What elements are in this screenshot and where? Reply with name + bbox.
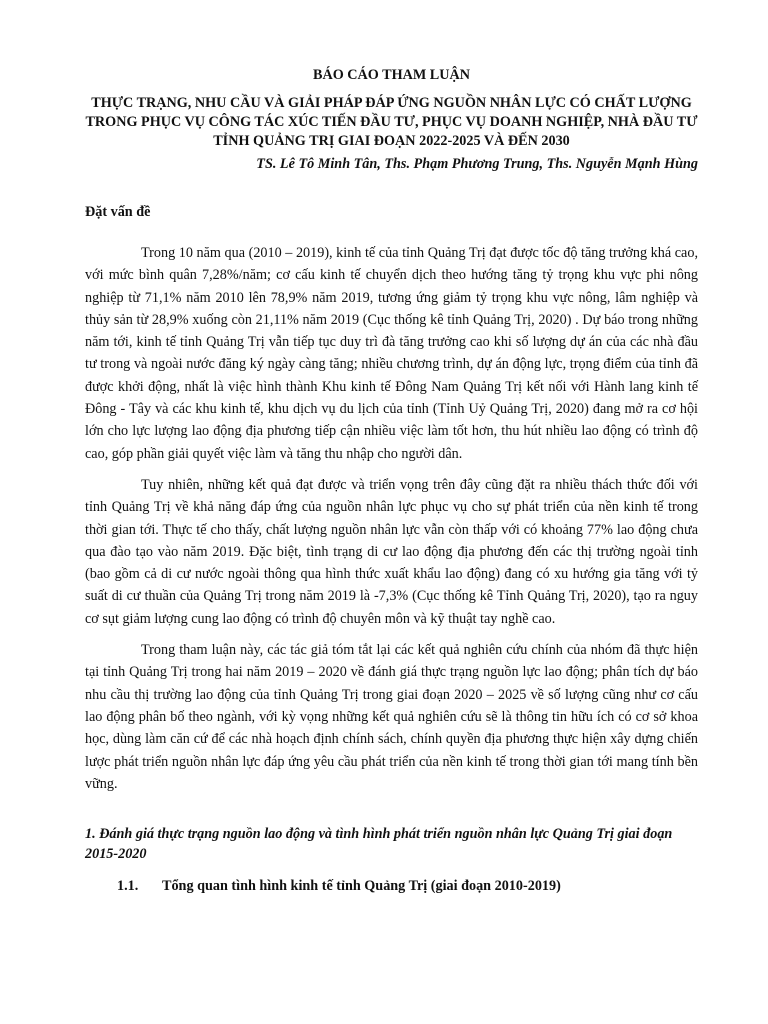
section-1-heading: 1. Đánh giá thực trạng nguồn lao động và tình hình phát triển nguồn nhân lực Quảng Trị giai đoạn 2015-2020 — [85, 826, 673, 863]
intro-heading: Đặt vấn đề — [85, 204, 151, 220]
paragraph-1: Trong 10 năm qua (2010 – 2019), kinh tế của tỉnh Quảng Trị đạt được tốc độ tăng trưởng khá cao, với mức bình quân 7,28%/năm; cơ cấu kinh tế chuyển dịch theo hướng tăng tỷ trọng khu vực phi nông nghiệp từ 71,1% năm 2010 lên 78,9% năm 2019, tương ứng giảm tỷ trọng khu vực nông, lâm nghiệp và thủy sản từ 28,9% xuống còn 21,11% năm 2019 (Cục thống kê tỉnh Quảng Trị, 2020) . Dự báo trong những năm tới, kinh tế tỉnh Quảng Trị vẫn tiếp tục duy trì đà tăng trưởng cao khi số lượng dự án của các nhà đầu tư trong và ngoài nước đăng ký ngày càng tăng; nhiều chương trình, dự án động lực, trọng điểm của tỉnh đã được khởi động, nhất là việc hình thành Khu kinh tế Đông Nam Quảng Trị kết nối với Hành lang kinh tế Đông - Tây và các khu kinh tế, khu dịch vụ du lịch của tỉnh (Tỉnh Uỷ Quảng Trị, 2020) đang mở ra cơ hội lớn cho lực lượng lao động địa phương tiếp cận nhiều việc làm tốt hơn, thu hút nhiều lao động có trình độ cao, góp phần giải quyết việc làm và tăng thu nhập cho người dân. — [85, 245, 698, 462]
paragraph-3: Trong tham luận này, các tác giả tóm tắt lại các kết quả nghiên cứu chính của nhóm đã thực hiện tại tỉnh Quảng Trị trong hai năm 2019 – 2020 về đánh giá thực trạng nguồn lực lao động; phân tích dự báo nhu cầu thị trường lao động của tỉnh Quảng Trị trong giai đoạn 2020 – 2025 về số lượng cũng như cơ cấu lao động phân bố theo ngành, với kỳ vọng những kết quả nghiên cứu sẽ là thông tin hữu ích có cơ sở khoa học, dùng làm căn cứ để các nhà hoạch định chính sách, chính quyền địa phương thực hiện xây dựng chiến lược phát triển nguồn nhân lực đáp ứng yêu cầu phát triển của nền kinh tế trong thời gian tới mang tính bền vững. — [85, 642, 698, 792]
subsection-title: Tổng quan tình hình kinh tế tỉnh Quảng Trị (giai đoạn 2010-2019) — [162, 878, 561, 895]
subsection-1-1-heading — [85, 877, 698, 896]
report-label: BÁO CÁO THAM LUẬN — [313, 67, 470, 83]
subsection-number: 1.1. — [117, 878, 139, 895]
paragraph-2: Tuy nhiên, những kết quả đạt được và triển vọng trên đây cũng đặt ra nhiều thách thức đối với tỉnh Quảng Trị về khả năng đáp ứng của nguồn nhân lực phục vụ cho sự phát triển của nền kinh tế trong thời gian tới. Thực tế cho thấy, chất lượng nguồn nhân lực vẫn còn thấp với có khoảng 77% lao động chưa qua đào tạo vào năm 2019. Đặc biệt, tình trạng di cư lao động địa phương đến các thị trường ngoài tỉnh (bao gồm cả di cư nước ngoài thông qua hình thức xuất khẩu lao động) đang có xu hướng gia tăng với tỷ suất di cư thuần của Quảng Trị trong năm 2019 là -7,3% (Cục thống kê Tỉnh Quảng Trị, 2020), tạo ra nguy cơ sụt giảm lượng cung lao động có trình độ chuyên môn và kỹ thuật tay nghề cao. — [85, 476, 698, 627]
authors-line: TS. Lê Tô Minh Tân, Ths. Phạm Phương Trung, Ths. Nguyễn Mạnh Hùng — [256, 156, 698, 172]
report-title: THỰC TRẠNG, NHU CẦU VÀ GIẢI PHÁP ĐÁP ỨNG NGUỒN NHÂN LỰC CÓ CHẤT LƯỢNG TRONG PHỤC VỤ CÔNG TÁC XÚC TIẾN ĐẦU TƯ, PHỤC VỤ DOANH NGHIỆP, NHÀ ĐẦU TƯ TỈNH QUẢNG TRỊ GIAI ĐOẠN 2022-2025 VÀ ĐẾN 2030 — [85, 95, 698, 149]
